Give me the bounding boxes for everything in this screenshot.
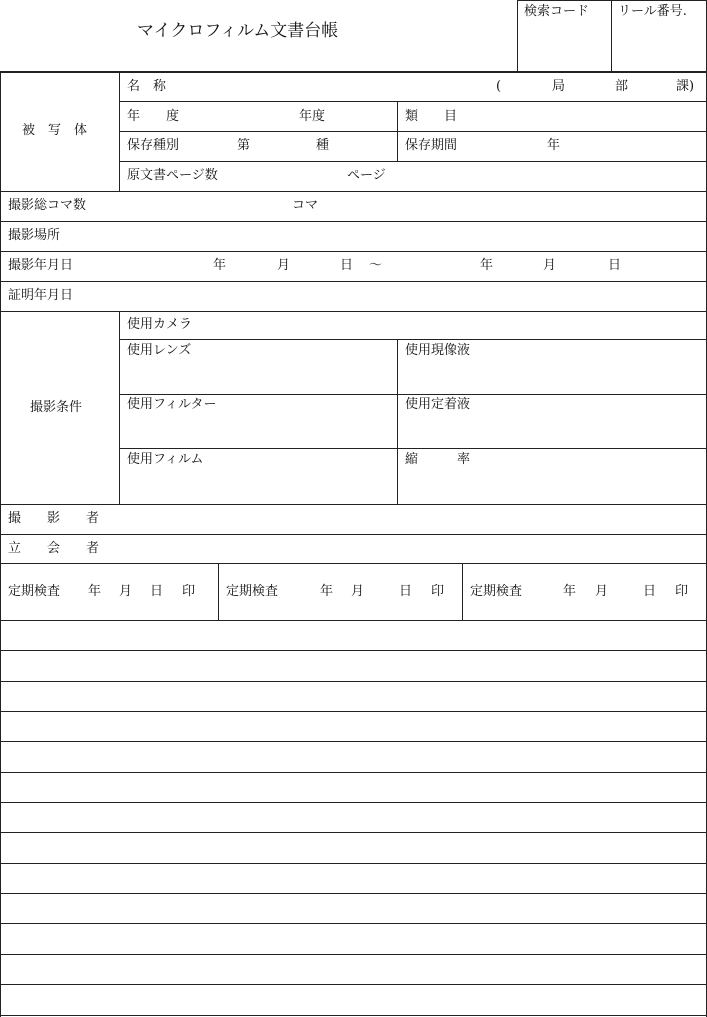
subject-section-label: 被 写 体 [22, 123, 88, 138]
inspection-year: 年 [320, 584, 334, 599]
date-month-2: 月 [543, 258, 557, 273]
blank-row-line [0, 832, 707, 833]
retention-type-label: 保存種別 [127, 138, 180, 153]
date-day-2: 日 [608, 258, 622, 273]
conditions-mid-divider [397, 339, 398, 504]
line-311 [0, 311, 707, 312]
date-month: 月 [277, 258, 291, 273]
section-label: 課) [676, 79, 695, 94]
inspection-divider-1 [218, 563, 219, 620]
line-retention-bottom [119, 161, 707, 162]
inspection-year: 年 [563, 584, 577, 599]
name-field[interactable] [175, 73, 485, 100]
inspection-seal: 印 [431, 584, 445, 599]
date-year-2: 年 [480, 258, 494, 273]
blank-row-line [0, 772, 707, 773]
blank-row-line [0, 954, 707, 955]
camera-label: 使用カメラ [127, 317, 193, 332]
name-label: 名 称 [127, 79, 167, 94]
inspection-month: 月 [351, 584, 365, 599]
blank-row-line [0, 923, 707, 924]
paren-open: ( [496, 79, 502, 94]
frame-left-line [0, 71, 1, 1017]
witness-field[interactable] [125, 536, 704, 562]
blank-row-line [0, 802, 707, 803]
line-251 [0, 251, 707, 252]
blank-row-line [0, 984, 707, 985]
line-221 [0, 221, 707, 222]
photographer-label: 撮 影 者 [8, 511, 100, 526]
conditions-label: 撮影条件 [30, 400, 83, 415]
frames-label: 撮影総コマ数 [8, 198, 87, 213]
line-191 [0, 191, 707, 192]
search-code-field[interactable] [518, 22, 610, 70]
category-label: 類 目 [405, 109, 458, 124]
reel-number-field[interactable] [612, 22, 706, 70]
lens-label: 使用レンズ [127, 343, 192, 358]
developer-label: 使用現像液 [405, 343, 471, 358]
search-code-label: 検索コード [524, 4, 590, 19]
inspection-label: 定期検査 [8, 584, 61, 599]
category-field[interactable] [470, 103, 704, 130]
blank-row-line [0, 650, 707, 651]
date-day: 日 [340, 258, 354, 273]
blank-row-line [0, 681, 707, 682]
date-label: 撮影年月日 [8, 258, 74, 273]
blank-row-line [0, 893, 707, 894]
line-name-bottom [119, 101, 707, 102]
retention-period-unit: 年 [547, 138, 561, 153]
film-label: 使用フィルム [127, 452, 204, 467]
inspection-seal: 印 [675, 584, 689, 599]
bureau-label: 局 [552, 79, 566, 94]
inspection-label: 定期検査 [470, 584, 523, 599]
date-year: 年 [213, 258, 227, 273]
line-534 [0, 534, 707, 535]
inspection-day: 日 [643, 584, 657, 599]
place-field[interactable] [100, 223, 704, 250]
fixer-label: 使用定着液 [405, 397, 471, 412]
inspection-month: 月 [119, 584, 133, 599]
original-pages-label: 原文書ページ数 [127, 168, 218, 183]
photographer-field[interactable] [125, 506, 704, 533]
inspection-day: 日 [150, 584, 164, 599]
subject-mid-divider [397, 101, 398, 161]
blank-row-line [0, 741, 707, 742]
reel-number-label: リール番号. [618, 4, 687, 19]
year-unit: 年度 [299, 109, 326, 124]
line-year-bottom [119, 131, 707, 132]
line-lens-bottom [119, 394, 707, 395]
inspection-day: 日 [399, 584, 413, 599]
place-label: 撮影場所 [8, 228, 61, 243]
frame-bottom-line [0, 1015, 707, 1016]
page-title: マイクロフィルム文書台帳 [137, 21, 339, 41]
cert-label: 証明年月日 [8, 288, 74, 303]
inspection-seal: 印 [182, 584, 196, 599]
line-620 [0, 620, 707, 621]
inspection-month: 月 [595, 584, 609, 599]
line-filter-bottom [119, 448, 707, 449]
header-top-line [517, 0, 707, 1]
reduction-label: 縮 率 [405, 452, 471, 467]
retention-type-suffix: 種 [316, 138, 330, 153]
frames-unit: コマ [292, 198, 319, 213]
year-label: 年 度 [127, 109, 180, 124]
witness-label: 立 会 者 [8, 541, 100, 556]
inspection-divider-2 [462, 563, 463, 620]
blank-row-line [0, 863, 707, 864]
department-label: 部 [615, 79, 629, 94]
retention-type-prefix: 第 [237, 138, 251, 153]
original-pages-unit: ページ [347, 168, 386, 183]
line-camera-bottom [119, 339, 707, 340]
line-281 [0, 281, 707, 282]
inspection-label: 定期検査 [226, 584, 279, 599]
line-504 [0, 504, 707, 505]
date-tilde: 〜 [369, 258, 383, 273]
cert-field[interactable] [100, 283, 704, 310]
retention-period-label: 保存期間 [405, 138, 458, 153]
inspection-year: 年 [88, 584, 102, 599]
line-563 [0, 563, 707, 564]
filter-label: 使用フィルター [127, 397, 217, 412]
blank-row-line [0, 711, 707, 712]
